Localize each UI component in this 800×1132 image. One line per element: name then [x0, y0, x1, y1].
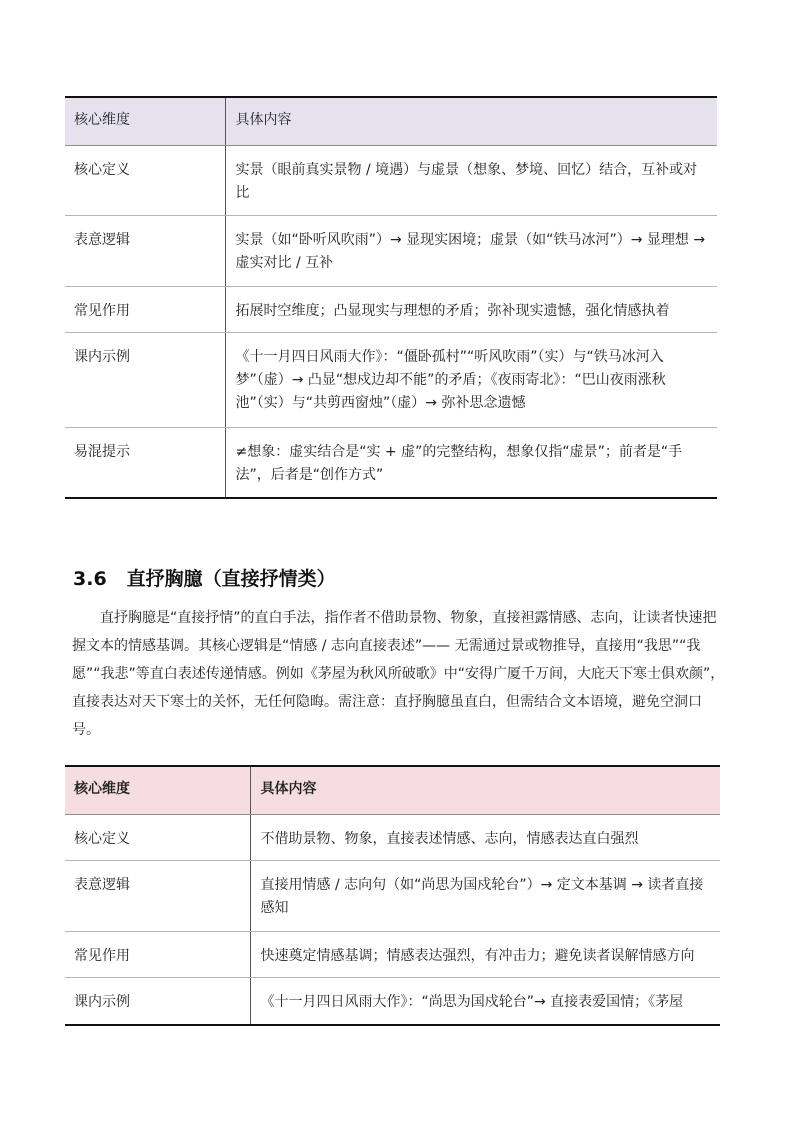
- technique-table-virtual-real: [65, 96, 717, 499]
- row-content: 《十一月四日风雨大作》：“尚思为国戍轮台”→ 直接表爱国情；《茅屋: [260, 993, 684, 1010]
- technique-table-direct-expression: [65, 765, 720, 1026]
- table-header-row: [65, 766, 720, 814]
- header-dimension: 核心维度: [65, 97, 225, 145]
- table-row: [65, 977, 720, 1025]
- row-dimension: 核心定义: [65, 145, 225, 215]
- row-dimension: 表意逻辑: [65, 215, 225, 286]
- section-heading: [73, 565, 336, 593]
- table-row: [65, 286, 717, 332]
- row-dimension: 表意逻辑: [65, 860, 250, 931]
- header-dimension: 核心维度: [65, 766, 250, 814]
- table-row: [65, 814, 720, 860]
- row-dimension: 核心定义: [65, 814, 250, 860]
- row-dimension: 课内示例: [65, 977, 250, 1025]
- row-dimension: 常见作用: [65, 286, 225, 332]
- row-content: 拓展时空维度；凸显现实与理想的矛盾；弥补现实遗憾，强化情感执着: [225, 286, 717, 332]
- row-content: 直接用情感 / 志向句（如“尚思为国戍轮台”）→ 定文本基调 → 读者直接感知: [250, 860, 720, 931]
- table-row: [65, 215, 717, 286]
- section-paragraph: 直抒胸臆是“直接抒情”的直白手法，指作者不借助景物、物象，直接袒露情感、志向，让读者快速把握文本的情感基调。其核心逻辑是“情感 / 志向直接表述”—— 无需通过景或物推导，直接用“我思”“我愿”“我悲”等直白表述传递情感。例如《茅屋为秋风所破歌》中“安得广厦千万间，大庇天下寒士俱欢颜”，直接表达对天下寒士的关怀，无任何隐晦。需注意：直抒胸臆虽直白，但需结合文本语境，避免空洞口号。: [72, 610, 725, 738]
- row-content: 实景（如“卧听风吹雨”）→ 显现实困境；虚景（如“铁马冰河”）→ 显理想 → 虚实对比 / 互补: [225, 215, 717, 286]
- row-content: 实景（眼前真实景物 / 境遇）与虚景（想象、梦境、回忆）结合，互补或对比: [225, 145, 717, 215]
- table-row: [65, 860, 720, 931]
- row-content: 《十一月四日风雨大作》：“僵卧孤村”“听风吹雨”（实）与“铁马冰河入梦”（虚）→ 凸显“想戍边却不能”的矛盾；《夜雨寄北》：“巴山夜雨涨秋池”（实）与“共剪西窗烛”（虚）→ 弥补思念遗憾: [225, 332, 717, 427]
- header-content: 具体内容: [250, 766, 720, 814]
- section-number: 3.6: [73, 568, 107, 590]
- row-content: ≠想象：虚实结合是“实 + 虚”的完整结构，想象仅指“虚景”；前者是“手法”，后者是“创作方式”: [235, 443, 683, 483]
- row-content: 快速奠定情感基调；情感表达强烈，有冲击力；避免读者误解情感方向: [250, 931, 720, 977]
- table-row: [65, 145, 717, 215]
- row-content: 不借助景物、物象，直接表述情感、志向，情感表达直白强烈: [250, 814, 720, 860]
- section-title: 直抒胸臆（直接抒情类）: [126, 568, 336, 590]
- row-dimension: 课内示例: [65, 332, 225, 427]
- table-row: [65, 931, 720, 977]
- table-row: [65, 332, 717, 427]
- row-dimension: 常见作用: [65, 931, 250, 977]
- header-content: 具体内容: [225, 97, 717, 145]
- row-dimension: 易混提示: [65, 427, 225, 498]
- table-row: [65, 427, 717, 498]
- table-header-row: [65, 97, 717, 145]
